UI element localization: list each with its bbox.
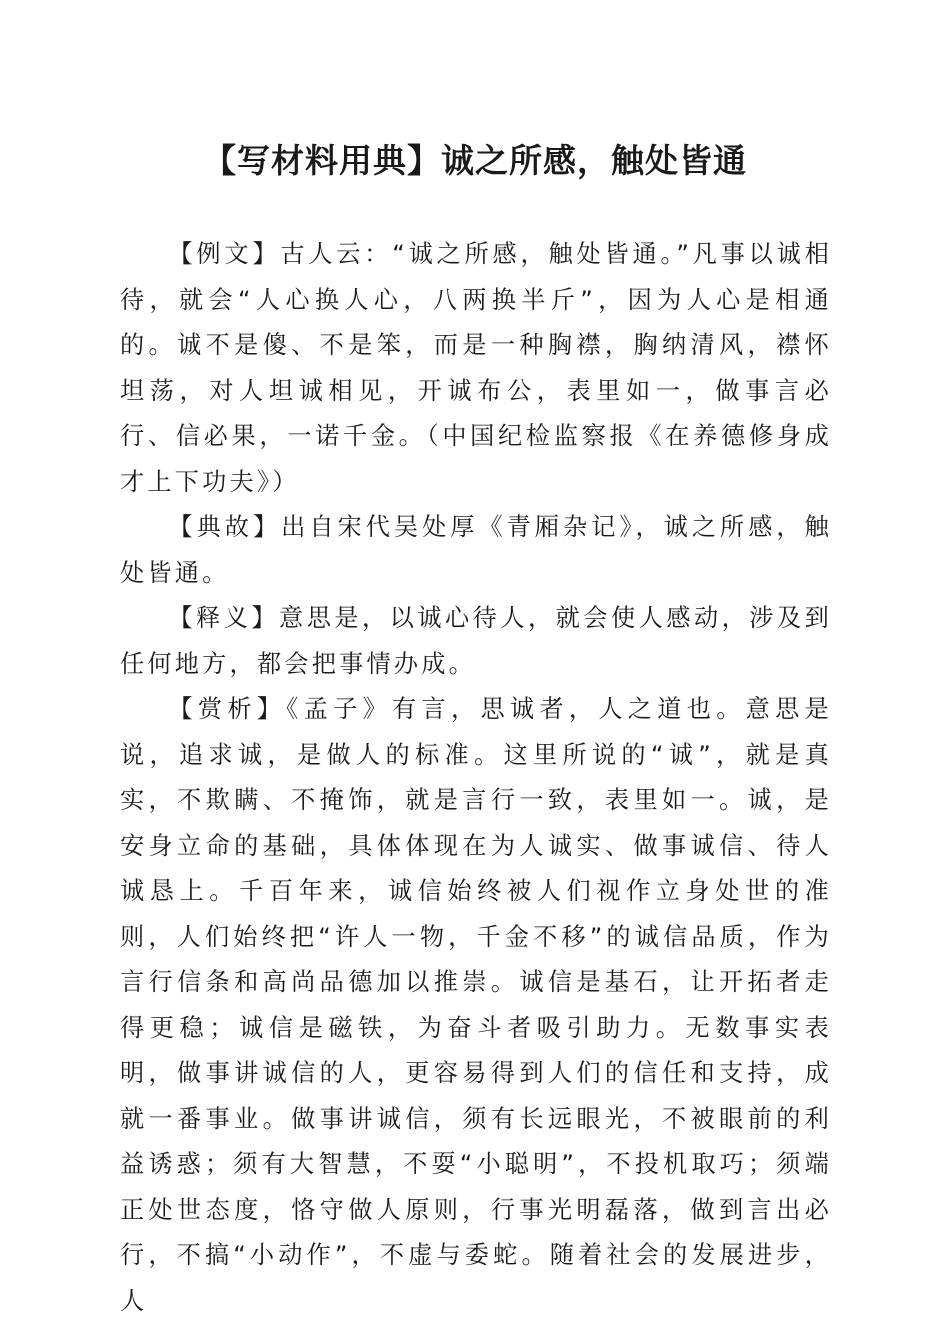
document-body [120,232,832,1324]
paragraph-example: 【例文】古人云：“诚之所感，触处皆通。”凡事以诚相待，就会“人心换人心，八两换半斤”，因为人心是相通的。诚不是傻、不是笨，而是一种胸襟，胸纳清风，襟怀坦荡，对人坦诚相见，开诚布公，表里如一，做事言必行、信必果，一诺千金。（中国纪检监察报《在养德修身成才上下功夫》） [120,240,832,496]
paragraph-meaning: 【释义】意思是，以诚心待人，就会使人感动，涉及到任何地方，都会把事情办成。 [120,604,832,678]
paragraph-allusion: 【典故】出自宋代吴处厚《青厢杂记》，诚之所感，触处皆通。 [120,513,832,587]
paragraph-appreciation: 【赏析】《孟子》有言，思诚者，人之道也。意思是说，追求诚，是做人的标准。这里所说的“诚”，就是真实，不欺瞒、不掩饰，就是言行一致，表里如一。诚，是安身立命的基础，具体体现在为人诚实、做事诚信、待人诚恳上。千百年来，诚信始终被人们视作立身处世的准则，人们始终把“许人一物，千金不移”的诚信品质，作为言行信条和高尚品德加以推崇。诚信是基石，让开拓者走得更稳；诚信是磁铁，为奋斗者吸引助力。无数事实表明，做事讲诚信的人，更容易得到人们的信任和支持，成就一番事业。做事讲诚信，须有长远眼光，不被眼前的利益诱惑；须有大智慧，不耍“小聪明”，不投机取巧；须端正处世态度，恪守做人原则，行事光明磊落，做到言出必行，不搞“小动作”，不虚与委蛇。随着社会的发展进步，人 [120,695,832,1315]
document-title: 【写材料用典】诚之所感，触处皆通 [203,141,747,180]
